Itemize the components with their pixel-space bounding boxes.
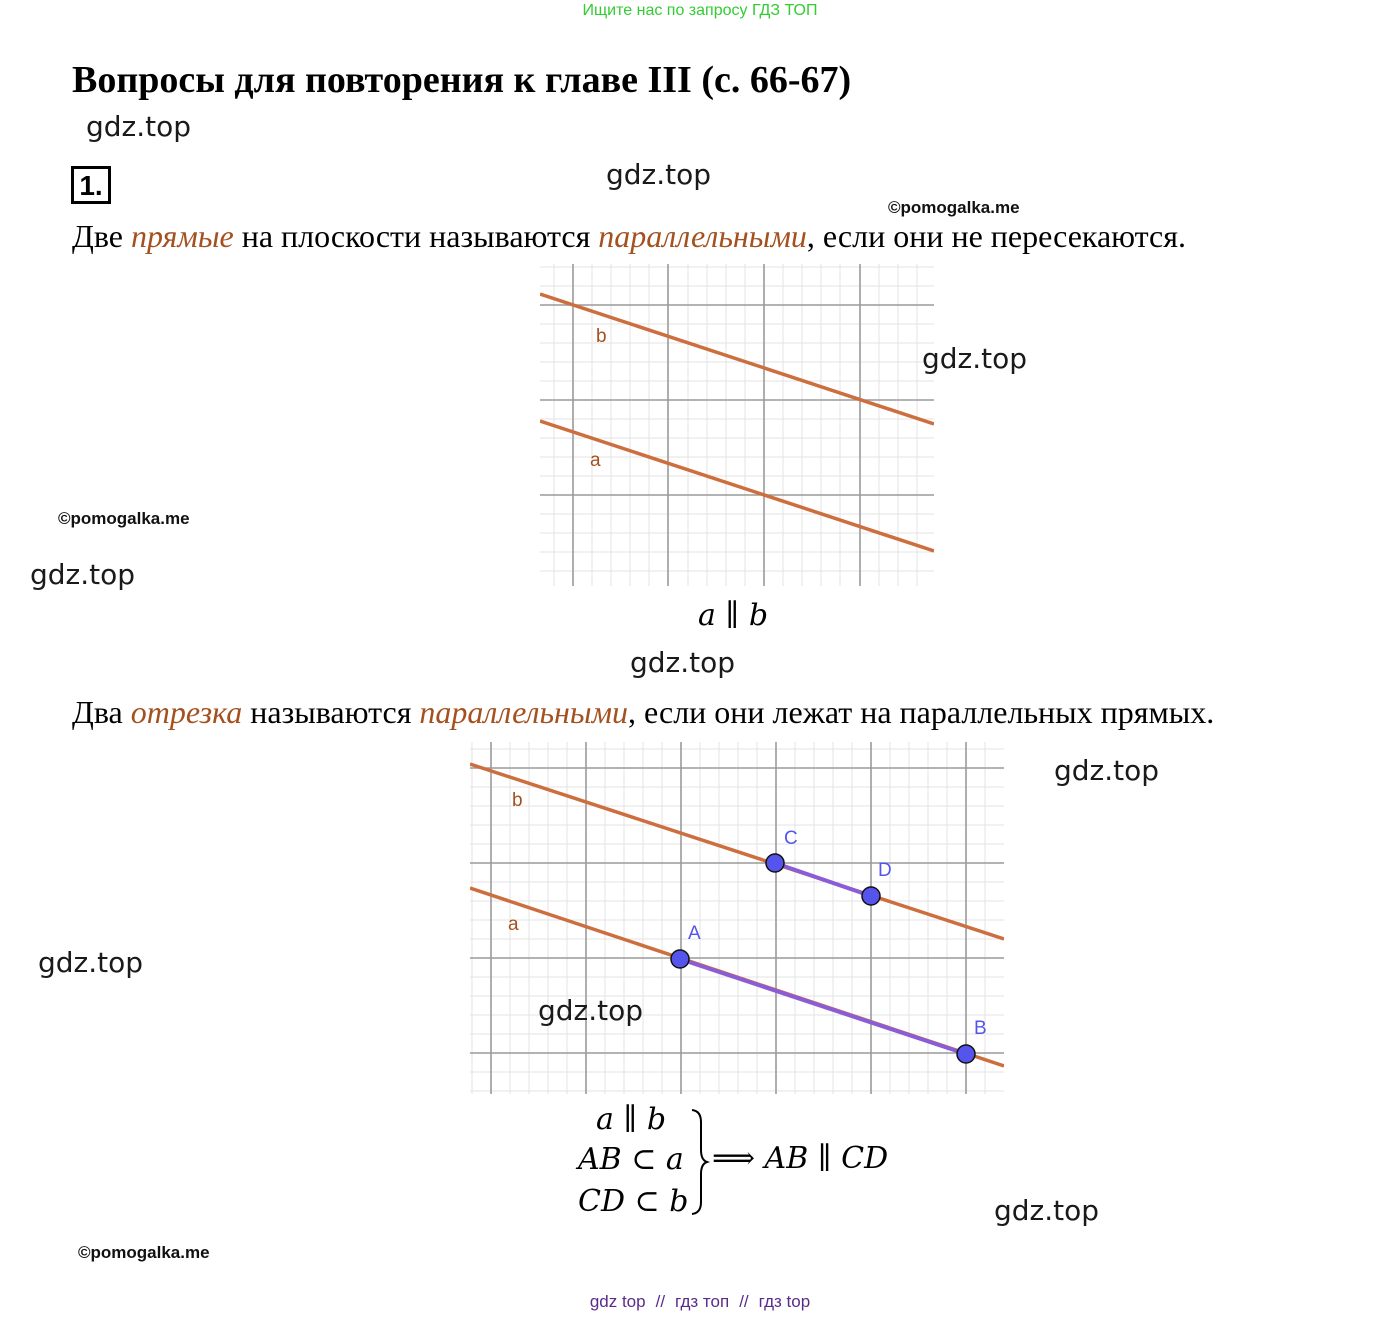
bottom-link-gdz-top-mixed[interactable]: гдз top — [758, 1292, 811, 1311]
watermark: gdz.top — [1054, 754, 1160, 787]
copyright-text: ©pomogalka.me — [78, 1243, 210, 1262]
text: Две — [72, 218, 131, 254]
formula-a-parallel-b: a ∥ b — [698, 598, 769, 633]
watermark: gdz.top — [630, 646, 736, 679]
watermark: gdz.top — [38, 946, 144, 979]
watermark: gdz.top — [30, 558, 136, 591]
line-b-label: b — [596, 326, 607, 347]
line-a — [540, 421, 934, 551]
formula-line-3: CD ⊂ b — [578, 1184, 689, 1219]
segment-ab — [680, 959, 966, 1054]
watermark: gdz.top — [994, 1194, 1100, 1227]
definition-parallel-segments — [72, 694, 1214, 731]
line-a-label: a — [590, 450, 601, 471]
watermark: gdz.top — [606, 158, 712, 191]
bottom-links — [0, 1292, 1400, 1312]
text: , если они лежат на параллельных прямых. — [628, 694, 1215, 730]
page-title: Вопросы для повторения к главе III (с. 66-67) — [72, 59, 852, 101]
term-segments: отрезка — [130, 694, 243, 730]
text: называются — [242, 694, 420, 730]
bottom-link-gdz-top[interactable]: gdz top — [589, 1292, 646, 1311]
text: на плоскости называются — [233, 218, 599, 254]
point-d-label: D — [878, 860, 892, 881]
bottom-link-gdz-top-ru[interactable]: гдз топ — [675, 1292, 730, 1311]
point-c-label: C — [784, 828, 798, 849]
term-parallel: параллельными — [419, 694, 628, 730]
point-b-label: B — [974, 1018, 987, 1039]
search-hint-link[interactable]: Ищите нас по запросу ГДЗ ТОП — [582, 2, 818, 19]
line-a-label: a — [508, 914, 519, 935]
term-lines: прямые — [130, 218, 234, 254]
formula-line-1: a ∥ b — [596, 1102, 667, 1137]
watermark: gdz.top — [86, 110, 192, 143]
definition-parallel-lines — [72, 218, 1186, 255]
segment-cd — [775, 863, 871, 896]
figure-parallel-segments — [470, 742, 1004, 1094]
formula-conclusion: ⟹ AB ∥ CD — [712, 1141, 889, 1176]
copyright-text: ©pomogalka.me — [58, 509, 190, 528]
point-d — [862, 887, 880, 905]
line-b — [470, 764, 1004, 939]
copyright-text: ©pomogalka.me — [888, 198, 1020, 217]
text: , если они не пересекаются. — [806, 218, 1186, 254]
formula-line-2: AB ⊂ a — [578, 1142, 684, 1177]
separator: // — [655, 1292, 666, 1311]
point-a — [671, 950, 689, 968]
term-parallel: параллельными — [598, 218, 807, 254]
question-number: 1. — [71, 166, 111, 204]
point-b — [957, 1045, 975, 1063]
watermark: gdz.top — [922, 342, 1028, 375]
line-b — [540, 294, 934, 424]
watermark: gdz.top — [538, 994, 644, 1027]
separator: // — [739, 1292, 749, 1311]
text: Два — [72, 694, 131, 730]
system-brace — [688, 1108, 710, 1216]
figure-parallel-lines — [540, 264, 934, 586]
point-a-label: A — [688, 923, 701, 944]
line-b-label: b — [512, 790, 523, 811]
point-c — [766, 854, 784, 872]
